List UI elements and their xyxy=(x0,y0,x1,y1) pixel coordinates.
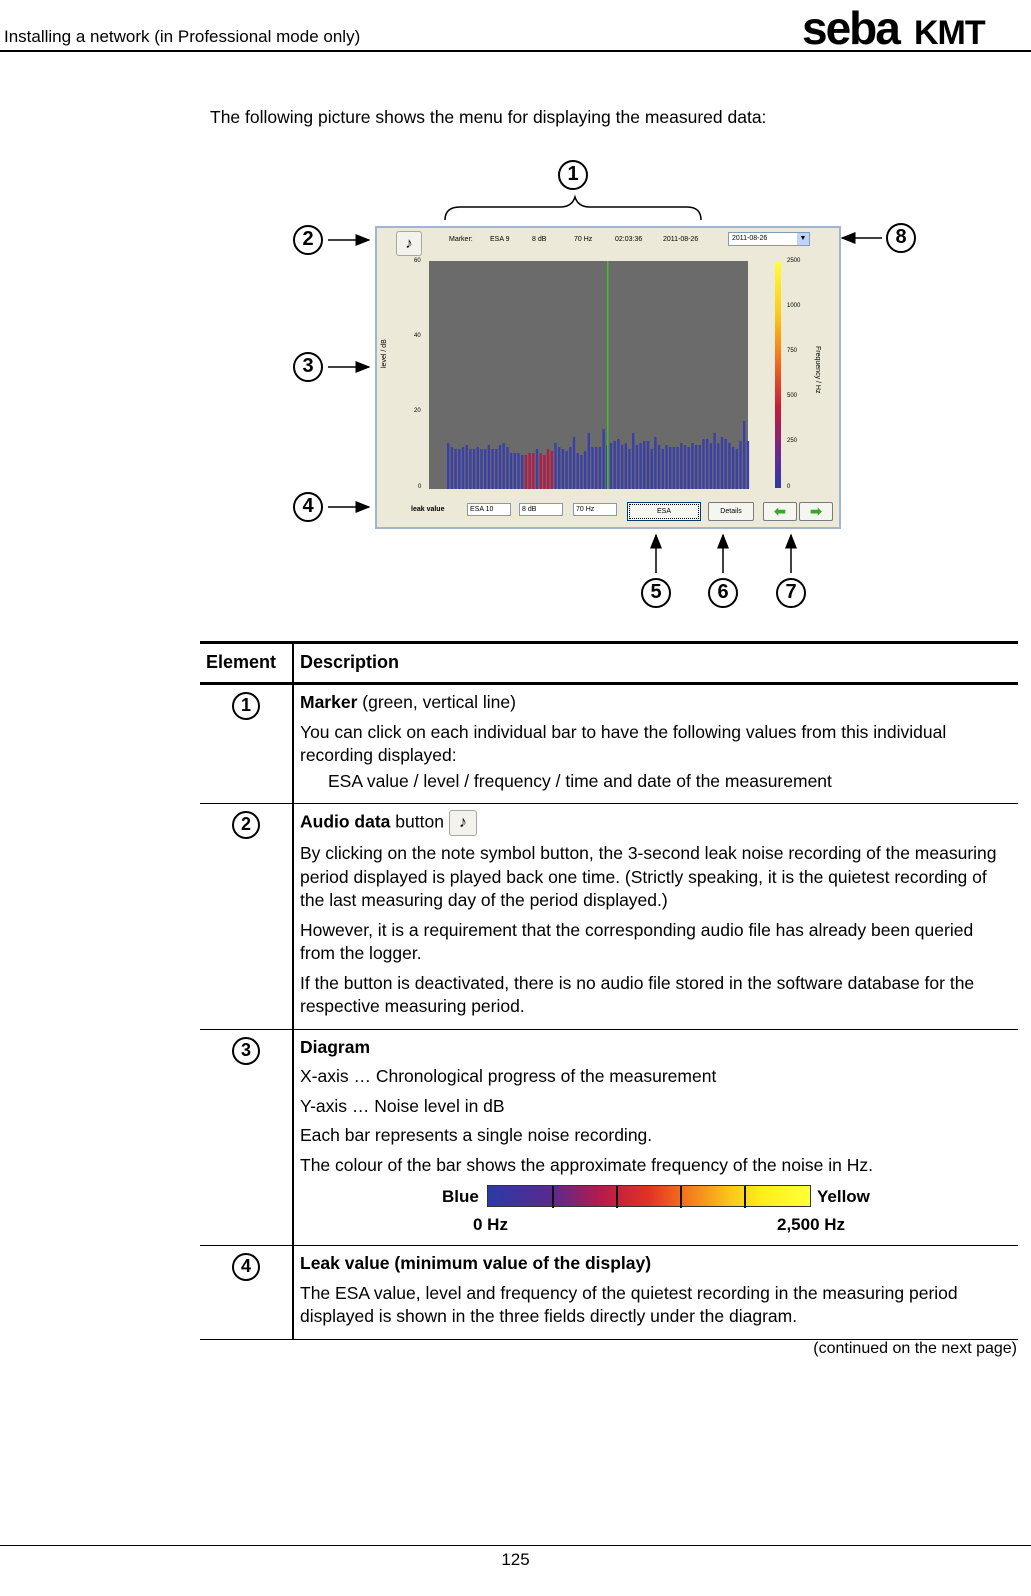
marker-frequency: 70 Hz xyxy=(574,236,593,243)
arrow-right-icon: ➡ xyxy=(810,503,822,519)
diagram-bar xyxy=(625,443,627,489)
marker-esa: ESA 9 xyxy=(490,236,510,243)
frequency-color-scale xyxy=(775,261,781,488)
row-text: X-axis … Chronological progress of the measurement xyxy=(300,1066,717,1086)
diagram-bar xyxy=(706,439,708,489)
right-tick-750: 750 xyxy=(787,348,798,354)
diagram-bar xyxy=(673,447,675,489)
diagram-bar xyxy=(558,447,560,489)
row-text: The ESA value, level and frequency of the quietest recording in the measuring period displayed is shown in the three fields directly under the diagram. xyxy=(300,1282,958,1326)
diagram-bar xyxy=(451,447,453,489)
diagram-bar xyxy=(747,441,749,489)
diagram-bar xyxy=(728,443,730,489)
diagram-bar xyxy=(676,447,678,489)
diagram-bar xyxy=(536,449,538,489)
diagram-bar xyxy=(647,441,649,489)
audio-data-title: Audio data xyxy=(300,811,391,832)
element-number-3: 3 xyxy=(232,1037,260,1065)
diagram-bar xyxy=(658,445,660,489)
diagram-bar xyxy=(680,443,682,489)
table-header-row xyxy=(200,643,1018,684)
header-element: Element xyxy=(200,643,293,684)
diagram-bar xyxy=(713,433,715,489)
diagram-bar xyxy=(551,451,553,489)
marker-title: Marker xyxy=(300,692,358,712)
leak-frequency-field: 70 Hz xyxy=(573,503,617,516)
diagram-bar xyxy=(454,449,456,489)
marker-line xyxy=(607,261,609,489)
diagram-bar xyxy=(569,447,571,489)
diagram-bar xyxy=(491,449,493,489)
diagram-bar xyxy=(565,451,567,489)
right-axis-label: Frequency / Hz xyxy=(814,346,821,394)
left-axis-label: level / dB xyxy=(381,339,388,368)
bar-diagram[interactable] xyxy=(429,261,753,490)
row-text: ESA value / level / frequency / time and date of the measurement xyxy=(328,770,832,791)
scale-gradient-bar xyxy=(487,1185,811,1207)
table-row xyxy=(200,684,1018,804)
diagram-bar xyxy=(514,453,516,489)
header-rule xyxy=(0,50,1031,52)
diagram-bar xyxy=(540,453,542,489)
row-text: If the button is deactivated, there is no audio file stored in the software database for the respective measuring period. xyxy=(300,972,975,1016)
callout-4: 4 xyxy=(293,492,323,522)
left-tick-20: 20 xyxy=(414,408,421,414)
marker-label: Marker: xyxy=(449,236,473,243)
left-tick-40: 40 xyxy=(414,333,421,339)
right-tick-1000: 1000 xyxy=(787,303,801,309)
table-row xyxy=(200,1029,1018,1246)
leak-esa-field: ESA 10 xyxy=(467,503,511,516)
previous-button[interactable] xyxy=(763,502,797,521)
intro-text: The following picture shows the menu for displaying the measured data: xyxy=(210,107,767,127)
scale-yellow-label: Yellow xyxy=(817,1187,870,1206)
header-description: Description xyxy=(293,643,1018,684)
esa-button[interactable]: ESA xyxy=(627,502,701,521)
diagram-bar xyxy=(554,443,556,489)
right-tick-2500: 2500 xyxy=(787,258,801,264)
diagram-bar xyxy=(610,443,612,489)
diagram-bar xyxy=(699,445,701,489)
details-button[interactable]: Details xyxy=(708,502,754,521)
running-header-title: Installing a network (in Professional mode only) xyxy=(4,27,361,46)
table-row xyxy=(200,804,1018,1030)
diagram-bar xyxy=(506,447,508,489)
diagram-bar xyxy=(488,445,490,489)
diagram-bar xyxy=(595,447,597,489)
right-tick-0: 0 xyxy=(787,484,791,490)
diagram-bar xyxy=(484,449,486,489)
leak-level-field: 8 dB xyxy=(519,503,563,516)
diagram-bar xyxy=(702,439,704,489)
date-select[interactable] xyxy=(728,232,810,246)
diagram-bar xyxy=(684,445,686,489)
chevron-down-icon: ▼ xyxy=(797,233,809,245)
description-table xyxy=(200,641,1018,1340)
row-text: The colour of the bar shows the approximate frequency of the noise in Hz. xyxy=(300,1154,873,1175)
page-number: 125 xyxy=(501,1550,530,1569)
marker-level: 8 dB xyxy=(532,236,547,243)
diagram-bar xyxy=(743,421,745,489)
row-title: Marker (green, vertical line) xyxy=(300,692,516,712)
diagram-bar xyxy=(547,449,549,489)
table-row xyxy=(200,1246,1018,1340)
diagram-bar xyxy=(654,437,656,489)
svg-text:KMT: KMT xyxy=(914,14,985,50)
element-number-4: 4 xyxy=(232,1253,260,1281)
diagram-bar xyxy=(717,443,719,489)
diagram-bar xyxy=(462,447,464,489)
diagram-bar xyxy=(480,449,482,489)
diagram-bar xyxy=(651,449,653,489)
diagram-bar xyxy=(458,449,460,489)
callout-7: 7 xyxy=(776,578,806,608)
diagram-bar xyxy=(643,441,645,489)
note-icon: ♪ xyxy=(458,814,467,831)
diagram-title: Diagram xyxy=(300,1036,371,1057)
diagram-bar xyxy=(577,453,579,489)
diagram-bar xyxy=(584,451,586,489)
diagram-bar xyxy=(669,447,671,489)
diagram-bar xyxy=(614,441,616,489)
figure xyxy=(290,155,940,625)
sebakmt-logo xyxy=(802,6,1028,50)
left-tick-0: 0 xyxy=(418,484,422,490)
diagram-bar xyxy=(588,433,590,489)
diagram-bar xyxy=(528,453,530,489)
scale-blue-label: Blue xyxy=(442,1187,479,1206)
measured-data-window xyxy=(375,226,841,529)
diagram-bar xyxy=(466,445,468,489)
leak-value-title: Leak value (minimum value of the display) xyxy=(300,1253,652,1273)
leak-value-label: leak value xyxy=(411,506,445,513)
callout-8: 8 xyxy=(886,223,916,253)
diagram-bar xyxy=(736,449,738,489)
diagram-bar xyxy=(691,443,693,489)
diagram-bar xyxy=(710,443,712,489)
callout-1: 1 xyxy=(558,160,588,190)
marker-time: 02:03:36 xyxy=(615,236,643,243)
color-scale-legend xyxy=(300,1183,1012,1241)
diagram-bar xyxy=(725,439,727,489)
row-text: Each bar represents a single noise recording. xyxy=(300,1125,653,1145)
row-title: Audio data button ♪ xyxy=(300,810,1012,836)
element-number-2: 2 xyxy=(232,811,260,839)
diagram-bar xyxy=(721,437,723,489)
diagram-bar xyxy=(617,439,619,489)
diagram-bar xyxy=(580,455,582,489)
diagram-bar xyxy=(477,447,479,489)
diagram-bar xyxy=(532,453,534,489)
diagram-bar xyxy=(632,433,634,489)
diagram-bar xyxy=(739,441,741,489)
row-text: By clicking on the note symbol button, the 3-second leak noise recording of the measuring period displayed is played back one time. (Strictly speaking, it is the quietest recording of the last measuring day of the period displayed.) xyxy=(300,843,997,910)
diagram-bar xyxy=(499,445,501,489)
diagram-bar xyxy=(503,443,505,489)
diagram-bar xyxy=(525,455,527,489)
diagram-bar xyxy=(521,455,523,489)
audio-data-button[interactable] xyxy=(396,231,422,256)
row-text: However, it is a requirement that the corresponding audio file has already been queried from the logger. xyxy=(300,919,974,963)
diagram-bar xyxy=(636,445,638,489)
scale-max-label: 2,500 Hz xyxy=(777,1215,846,1234)
right-tick-500: 500 xyxy=(787,393,798,399)
next-button[interactable] xyxy=(799,502,833,521)
diagram-bar xyxy=(447,443,449,489)
marker-brace xyxy=(445,197,701,220)
callout-6: 6 xyxy=(708,578,738,608)
diagram-bar xyxy=(573,437,575,489)
note-icon: ♪ xyxy=(405,235,413,252)
row-title xyxy=(300,1252,1012,1276)
diagram-bar xyxy=(473,449,475,489)
audio-button-illustration xyxy=(449,810,477,836)
diagram-bar xyxy=(639,443,641,489)
diagram-bar xyxy=(591,447,593,489)
diagram-bar xyxy=(510,453,512,489)
diagram-bar xyxy=(665,445,667,489)
diagram-bar xyxy=(469,449,471,489)
diagram-bar xyxy=(662,449,664,489)
diagram-bar xyxy=(695,445,697,489)
left-tick-60: 60 xyxy=(414,258,421,264)
diagram-bar xyxy=(732,447,734,489)
diagram-bar xyxy=(599,447,601,489)
row-title xyxy=(300,1036,1012,1060)
row-text: You can click on each individual bar to have the following values from this individual recording displayed: xyxy=(300,721,947,765)
scale-min-label: 0 Hz xyxy=(473,1215,508,1234)
diagram-bar xyxy=(628,449,630,489)
footer-rule xyxy=(0,1545,1031,1546)
arrow-left-icon: ⬅ xyxy=(774,503,786,519)
row-text: Y-axis … Noise level in dB xyxy=(300,1095,505,1116)
diagram-bar xyxy=(495,449,497,489)
right-tick-250: 250 xyxy=(787,438,798,444)
diagram-bar xyxy=(562,449,564,489)
date-select-value: 2011-08-26 xyxy=(732,235,768,242)
marker-date: 2011-08-26 xyxy=(663,236,699,243)
callout-3: 3 xyxy=(293,352,323,382)
svg-text:seba: seba xyxy=(802,6,899,50)
diagram-bar xyxy=(688,447,690,489)
callout-5: 5 xyxy=(641,578,671,608)
diagram-bar xyxy=(543,455,545,489)
diagram-bar xyxy=(621,445,623,489)
element-number-1: 1 xyxy=(232,692,260,720)
diagram-bar xyxy=(602,429,604,489)
continued-note: (continued on the next page) xyxy=(813,1340,1017,1357)
diagram-bar xyxy=(517,453,519,489)
callout-2: 2 xyxy=(293,225,323,255)
